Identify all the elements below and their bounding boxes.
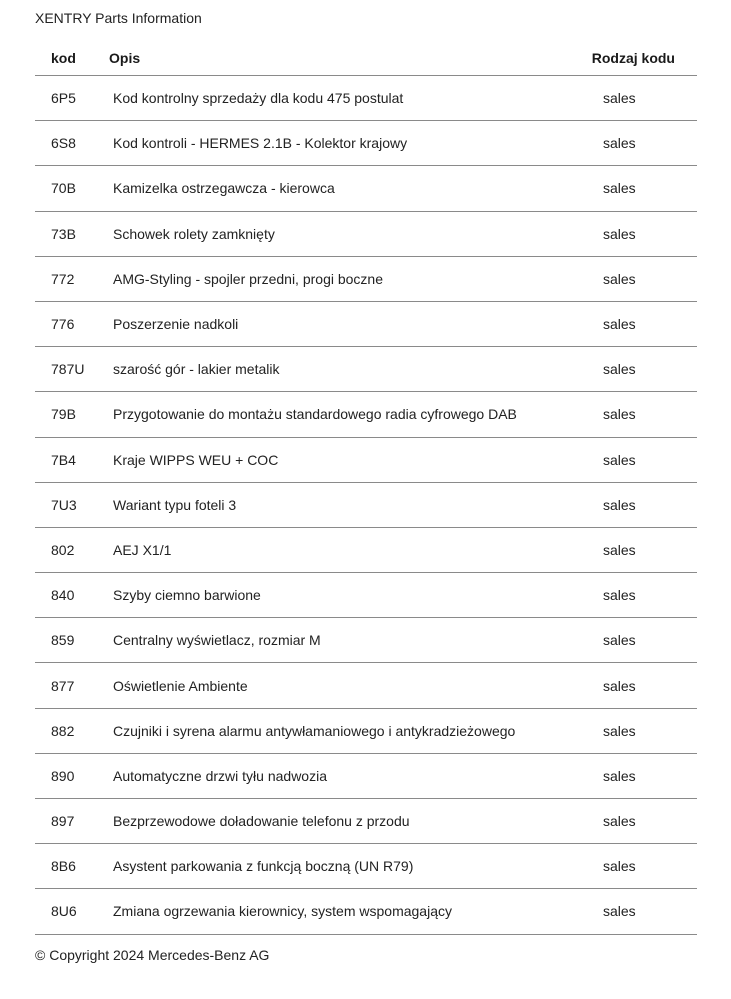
cell-rodzaj-kodu: sales [603,270,636,287]
cell-opis: Szyby ciemno barwione [113,587,261,604]
cell-kod: 776 [51,316,75,333]
cell-rodzaj-kodu: sales [603,406,636,423]
table-row [35,889,697,934]
table-row [35,347,697,392]
cell-kod: 802 [51,541,75,558]
table-row [35,618,697,663]
cell-rodzaj-kodu: sales [603,225,636,242]
cell-rodzaj-kodu: sales [603,135,636,152]
cell-opis: Kod kontrolny sprzedaży dla kodu 475 postulat [113,90,404,107]
cell-opis: Automatyczne drzwi tyłu nadwozia [113,767,327,784]
column-header-rodzaj-kodu: Rodzaj kodu [591,50,675,66]
table-row [35,573,697,618]
table-body [35,76,697,935]
cell-rodzaj-kodu: sales [603,722,636,739]
cell-opis: Poszerzenie nadkoli [113,316,239,333]
cell-kod: 877 [51,677,75,694]
cell-opis: Asystent parkowania z funkcją boczną (UN R79) [113,858,414,875]
cell-opis: Bezprzewodowe doładowanie telefonu z przodu [113,813,410,830]
column-header-kod: kod [51,50,76,66]
cell-rodzaj-kodu: sales [603,813,636,830]
table-row [35,754,697,799]
cell-rodzaj-kodu: sales [603,541,636,558]
cell-kod: 8U6 [51,903,77,920]
cell-kod: 6P5 [51,90,76,107]
cell-opis: Kamizelka ostrzegawcza - kierowca [113,180,335,197]
cell-opis: szarość gór - lakier metalik [113,361,280,378]
table-row [35,302,697,347]
table-row [35,212,697,257]
cell-opis: AEJ X1/1 [113,541,172,558]
table-row [35,392,697,437]
cell-kod: 859 [51,632,75,649]
cell-kod: 73B [51,225,76,242]
table-row [35,438,697,483]
table-row [35,121,697,166]
page-title: XENTRY Parts Information [35,10,202,26]
table-row [35,257,697,302]
cell-kod: 70B [51,180,76,197]
table-row [35,663,697,708]
cell-opis: Schowek rolety zamknięty [113,225,275,242]
cell-kod: 6S8 [51,135,76,152]
cell-kod: 7U3 [51,496,77,513]
cell-opis: Wariant typu foteli 3 [113,496,237,513]
cell-kod: 787U [51,361,85,378]
cell-kod: 882 [51,722,75,739]
cell-kod: 7B4 [51,451,76,468]
cell-rodzaj-kodu: sales [603,767,636,784]
table-row [35,844,697,889]
cell-rodzaj-kodu: sales [603,316,636,333]
table-row [35,709,697,754]
cell-kod: 8B6 [51,858,76,875]
cell-rodzaj-kodu: sales [603,180,636,197]
cell-rodzaj-kodu: sales [603,858,636,875]
cell-opis: Czujniki i syrena alarmu antywłamaniowego i antykradzieżowego [113,722,516,739]
table-header [35,41,697,76]
cell-rodzaj-kodu: sales [603,451,636,468]
cell-rodzaj-kodu: sales [603,677,636,694]
cell-opis: Oświetlenie Ambiente [113,677,248,694]
table-row [35,799,697,844]
cell-opis: Przygotowanie do montażu standardowego radia cyfrowego DAB [113,406,517,423]
cell-kod: 772 [51,270,75,287]
cell-rodzaj-kodu: sales [603,496,636,513]
table-row [35,528,697,573]
cell-rodzaj-kodu: sales [603,632,636,649]
table-row [35,76,697,121]
cell-rodzaj-kodu: sales [603,903,636,920]
cell-opis: Kod kontroli - HERMES 2.1B - Kolektor krajowy [113,135,408,152]
cell-opis: AMG-Styling - spojler przedni, progi boczne [113,270,384,287]
cell-rodzaj-kodu: sales [603,587,636,604]
cell-kod: 890 [51,767,75,784]
table-row [35,166,697,211]
copyright-footer: © Copyright 2024 Mercedes-Benz AG [35,947,270,963]
cell-rodzaj-kodu: sales [603,90,636,107]
column-header-opis: Opis [109,50,141,66]
cell-opis: Zmiana ogrzewania kierownicy, system wspomagający [113,903,452,920]
cell-opis: Kraje WIPPS WEU + COC [113,451,279,468]
cell-opis: Centralny wyświetlacz, rozmiar M [113,632,321,649]
parts-table [35,41,697,935]
table-row [35,483,697,528]
cell-kod: 897 [51,813,75,830]
cell-kod: 840 [51,587,75,604]
cell-kod: 79B [51,406,76,423]
cell-rodzaj-kodu: sales [603,361,636,378]
